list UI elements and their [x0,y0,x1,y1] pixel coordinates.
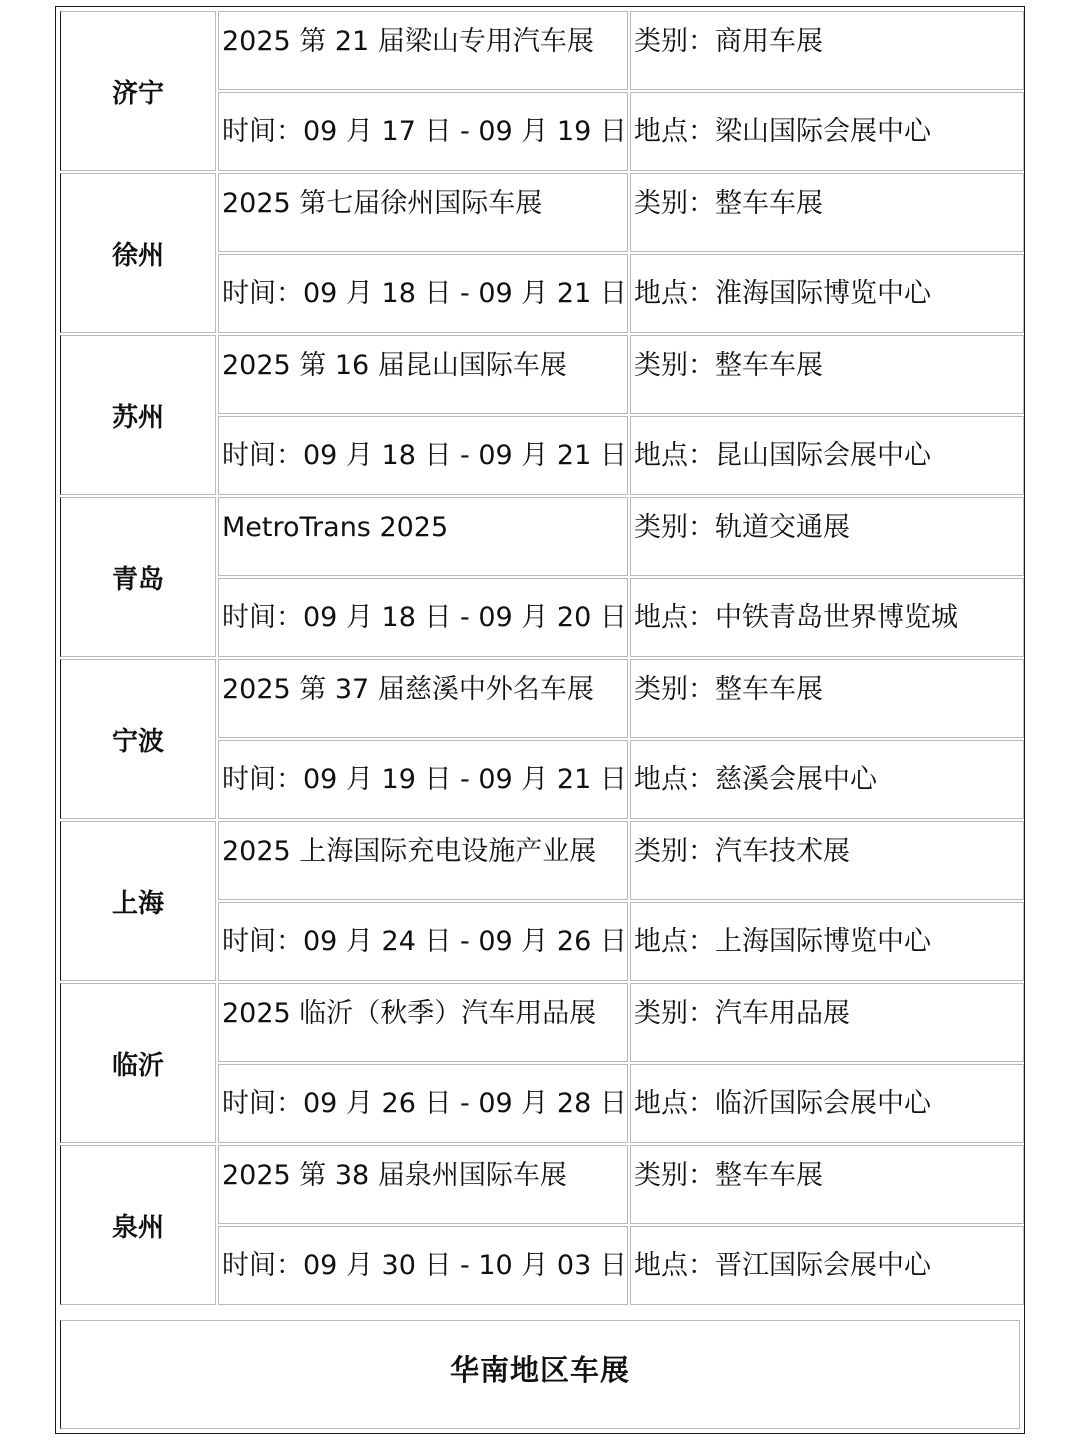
category-cell [630,821,1024,900]
table-row [60,821,1024,900]
exhibition-name-cell [218,335,628,414]
exhibition-name: 2025 临沂（秋季）汽车用品展 [222,998,597,1029]
exhibition-venue: 地点：临沂国际会展中心 [634,1087,931,1119]
exhibition-time: 时间：09 月 18 日 - 09 月 20 日 [222,601,627,633]
exhibition-name: 2025 第七届徐州国际车展 [222,188,543,219]
category-cell [630,11,1024,90]
category-cell [630,1145,1024,1224]
exhibition-venue: 地点：晋江国际会展中心 [634,1249,931,1281]
exhibition-time: 时间：09 月 30 日 - 10 月 03 日 [222,1249,627,1281]
exhibition-name-cell [218,983,628,1062]
exhibition-venue: 地点：慈溪会展中心 [634,763,877,795]
city-name: 徐州 [111,240,164,271]
time-cell [218,254,628,333]
exhibition-time: 时间：09 月 17 日 - 09 月 19 日 [222,115,627,147]
time-cell [218,740,628,819]
venue-cell [630,92,1024,171]
exhibition-table [58,9,1026,1307]
table-row [60,497,1024,576]
table-row [60,659,1024,738]
table-row [60,173,1024,252]
table-row [60,11,1024,90]
exhibition-time: 时间：09 月 26 日 - 09 月 28 日 [222,1087,627,1119]
venue-cell [630,740,1024,819]
exhibition-schedule-sheet [55,6,1025,1434]
exhibition-category: 类别：汽车技术展 [634,836,850,867]
exhibition-name-cell [218,497,628,576]
exhibition-name: 2025 第 16 届昆山国际车展 [222,350,567,381]
venue-cell [630,416,1024,495]
exhibition-name: 2025 第 21 届梁山专用汽车展 [222,26,594,57]
venue-cell [630,578,1024,657]
category-cell [630,173,1024,252]
exhibition-venue: 地点：昆山国际会展中心 [634,439,931,471]
table-row [60,1145,1024,1224]
city-name: 苏州 [111,402,164,433]
category-cell [630,335,1024,414]
exhibition-name-cell [218,173,628,252]
city-cell [60,173,216,333]
exhibition-name-cell [218,659,628,738]
exhibition-venue: 地点：梁山国际会展中心 [634,115,931,147]
exhibition-name: 2025 第 38 届泉州国际车展 [222,1160,567,1191]
time-cell [218,902,628,981]
venue-cell [630,254,1024,333]
exhibition-time: 时间：09 月 18 日 - 09 月 21 日 [222,439,627,471]
time-cell [218,1226,628,1305]
table-row [60,983,1024,1062]
exhibition-name-cell [218,821,628,900]
exhibition-category: 类别：轨道交通展 [634,512,850,543]
exhibition-venue: 地点：淮海国际博览中心 [634,277,931,309]
category-cell [630,983,1024,1062]
region-title: 华南地区车展 [449,1353,630,1387]
exhibition-name-cell [218,1145,628,1224]
exhibition-time: 时间：09 月 24 日 - 09 月 26 日 [222,925,627,957]
category-cell [630,659,1024,738]
city-name: 临沂 [111,1050,164,1081]
exhibition-name-cell [218,11,628,90]
city-cell [60,659,216,819]
exhibition-name: 2025 上海国际充电设施产业展 [222,836,597,867]
time-cell [218,578,628,657]
exhibition-name: MetroTrans 2025 [222,512,449,543]
venue-cell [630,902,1024,981]
venue-cell [630,1064,1024,1143]
city-cell [60,821,216,981]
city-cell [60,11,216,171]
city-cell [60,1145,216,1305]
city-name: 宁波 [111,726,164,757]
city-cell [60,335,216,495]
city-cell [60,983,216,1143]
exhibition-category: 类别：整车车展 [634,674,823,705]
exhibition-category: 类别：整车车展 [634,188,823,219]
city-name: 上海 [111,888,164,919]
exhibition-category: 类别：商用车展 [634,26,823,57]
city-name: 青岛 [111,564,164,595]
exhibition-category: 类别：整车车展 [634,350,823,381]
category-cell [630,497,1024,576]
venue-cell [630,1226,1024,1305]
exhibition-name: 2025 第 37 届慈溪中外名车展 [222,674,594,705]
exhibition-table-body [60,11,1024,1305]
exhibition-venue: 地点：上海国际博览中心 [634,925,931,957]
exhibition-category: 类别：整车车展 [634,1160,823,1191]
city-name: 济宁 [111,78,164,109]
time-cell [218,92,628,171]
exhibition-time: 时间：09 月 19 日 - 09 月 21 日 [222,763,627,795]
exhibition-venue: 地点：中铁青岛世界博览城 [634,601,958,633]
time-cell [218,1064,628,1143]
city-cell [60,497,216,657]
city-name: 泉州 [111,1212,164,1243]
region-header-cell [60,1320,1020,1429]
exhibition-category: 类别：汽车用品展 [634,998,850,1029]
exhibition-time: 时间：09 月 18 日 - 09 月 21 日 [222,277,627,309]
table-row [60,335,1024,414]
time-cell [218,416,628,495]
